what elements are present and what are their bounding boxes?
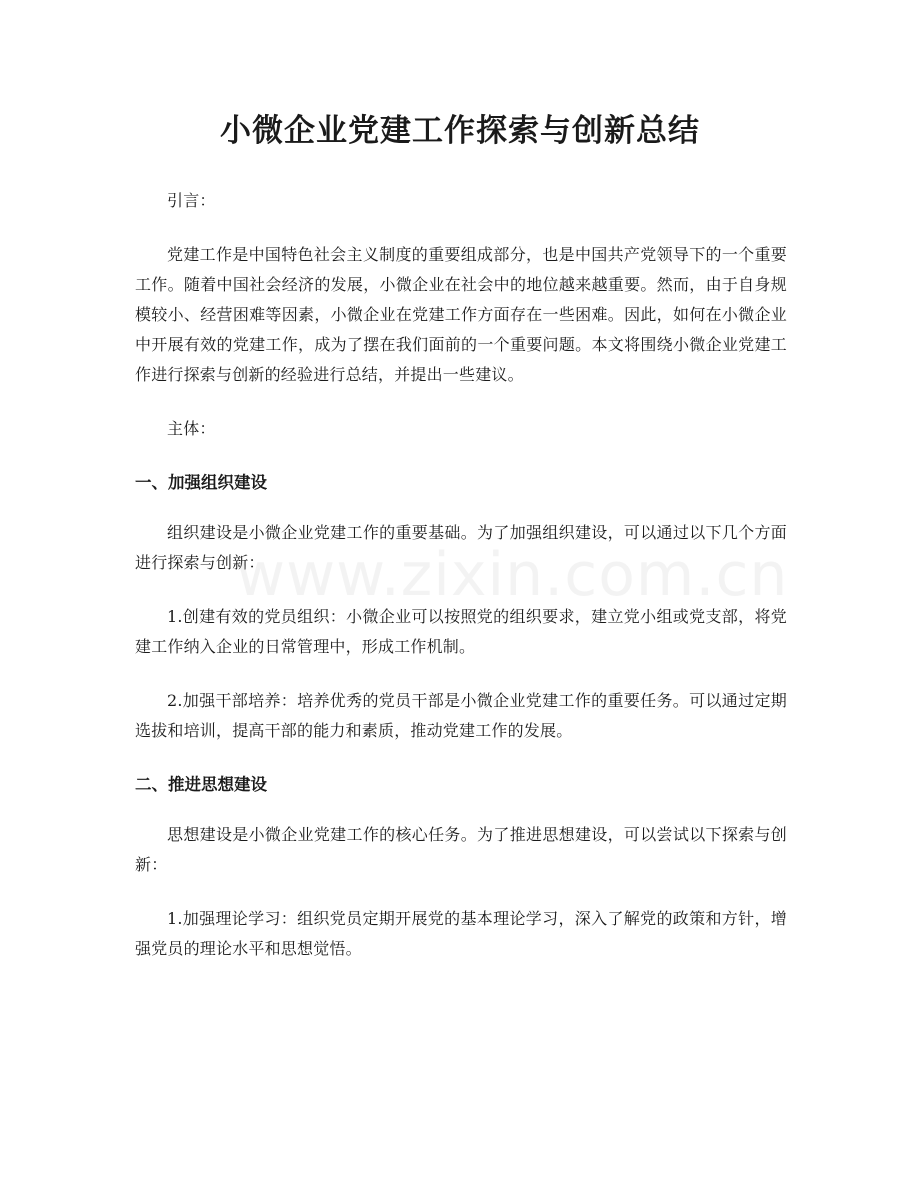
intro-paragraph: 党建工作是中国特色社会主义制度的重要组成部分，也是中国共产党领导下的一个重要工作。随着中国社会经济的发展，小微企业在社会中的地位越来越重要。然而，由于自身规模较小、经营困难等因素，小微企业在党建工作方面存在一些困难。因此，如何在小微企业中开展有效的党建工作，成为了摆在我们面前的一个重要问题。本文将围绕小微企业党建工作进行探索与创新的经验进行总结，并提出一些建议。: [135, 245, 787, 384]
watermark: www.zixin.com.cn: [236, 540, 789, 610]
section-heading-1: 一、加强组织建设: [135, 473, 267, 492]
main-label: 主体：: [167, 419, 216, 438]
section-1-item-1: 1.创建有效的党员组织：小微企业可以按照党的组织要求，建立党小组或党支部，将党建工作纳入企业的日常管理中，形成工作机制。: [135, 607, 787, 656]
section-2-intro: 思想建设是小微企业党建工作的核心任务。为了推进思想建设，可以尝试以下探索与创新：: [135, 825, 787, 874]
section-heading-2: 二、推进思想建设: [135, 775, 267, 794]
section-1-intro: 组织建设是小微企业党建工作的重要基础。为了加强组织建设，可以通过以下几个方面进行探索与创新：: [135, 523, 787, 572]
intro-label: 引言：: [167, 191, 216, 210]
section-1-item-2: 2.加强干部培养：培养优秀的党员干部是小微企业党建工作的重要任务。可以通过定期选拔和培训，提高干部的能力和素质，推动党建工作的发展。: [135, 691, 787, 740]
document-title: 小微企业党建工作探索与创新总结: [220, 113, 700, 149]
section-2-item-1: 1.加强理论学习：组织党员定期开展党的基本理论学习，深入了解党的政策和方针，增强党员的理论水平和思想觉悟。: [135, 909, 787, 958]
document-body: [135, 186, 787, 988]
